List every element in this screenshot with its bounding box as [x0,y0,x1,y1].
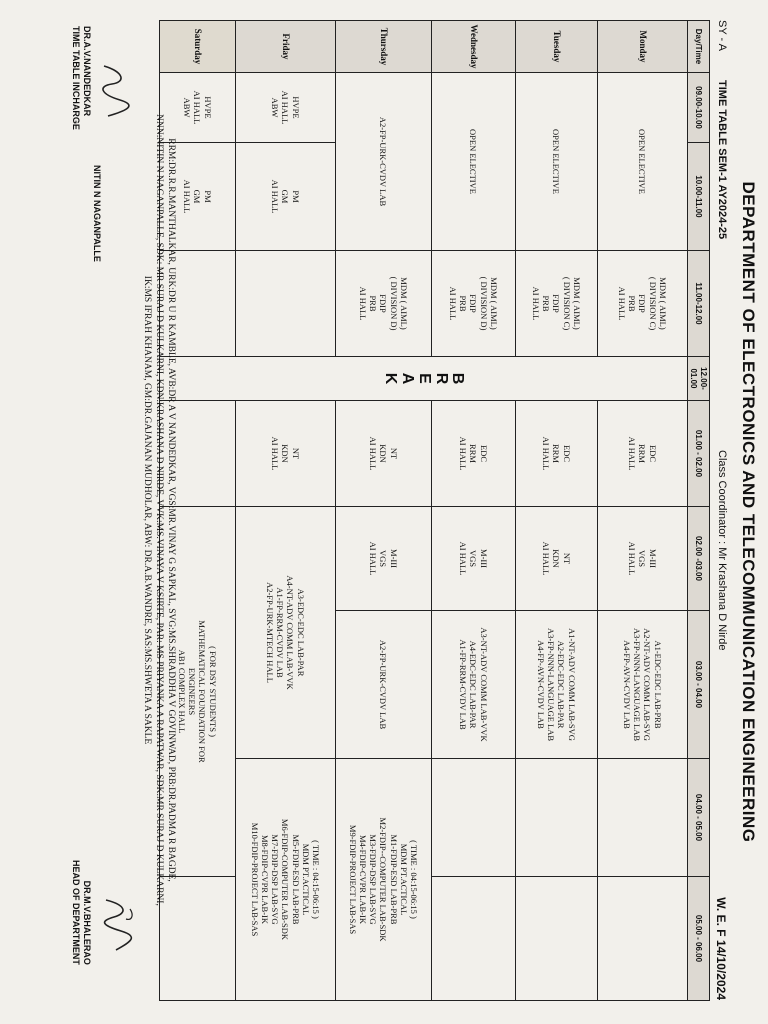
cell-line: A4-NT-ADV COMM LAB-VVK [285,575,296,690]
header-slot: 05.00 - 06.00 [687,877,709,1001]
cell-line: M1-FDIP-ESD LAB-PRB [388,834,399,925]
cell-line: KDN [551,549,562,568]
cell-line: MDM ( AIML) [398,277,409,330]
faculty-legend [140,20,176,1000]
cell-line: NT [561,552,572,565]
open-elective-cell: OPEN ELECTIVE [515,73,597,251]
lecture-cell [335,507,431,611]
header-slot: 12.00-01.00 [687,357,709,401]
lecture-cell [235,401,335,507]
cell-line: PRB [458,295,469,312]
day-label: Friday [235,21,335,73]
header-row [687,21,709,1001]
header-slot: 10.00-11.00 [687,143,709,251]
cell-line: A1-FP-RRM-CVDV LAB [275,587,286,678]
signature-left [70,26,93,130]
cell-line: VGS [468,549,479,567]
break-text: BREAK [382,372,467,385]
cell-line: AB1 COMPLEX HALL [177,649,188,734]
cell-line: M6-FDIP-COMPUTER LAB-SDK [280,818,291,941]
cell-line: M10-FDIP-PROJECT LAB-SAS [249,822,260,937]
cell-line: M5-FDIP-ESD LAB-PRB [290,834,301,925]
sig-line: TIME TABLE INCHARGE [70,26,81,130]
cell-line: VGS [378,549,389,567]
timetable-title: TIME TABLE SEM-1 AY2024-25 [716,80,728,240]
cell-line: GM [192,189,203,204]
cell-line: AI HALL [270,179,281,214]
cell-line: RRM [637,444,648,463]
lecture-cell [335,401,431,507]
legend-line: NNN:NITIN N NAGANPALLE, SDK: MR SURAJ D KULKARNI, KDN:KRASHANA D NIRDE, VVK:MS.VINAYA V KSIRTE, PAR: MS PRIYANKA A RAPATWAR, SDK:MR SURAJ D KULKARNI, [154,114,165,906]
day-label: Monday [597,21,687,73]
cell-line: AI HALL [280,90,291,125]
legend-line: IK:MS IFRAH KHANAM, GM:DR.GAJANAN MUDHOLAR, ABW: DR.A.B.WANDRE, SAS:MS.SHWETA A SAKLE [142,275,153,745]
timetable-grid [159,20,710,1001]
cell-line: RRM [468,444,479,463]
cell-line: AI HALL [627,436,638,471]
cell-line: MDM PT.ACTICAL [398,843,409,916]
cell-line: M8-FDIP-CVPR LAB-IK [260,834,271,925]
signature-mark [96,895,136,955]
cell-line: ( DIVISION C) [647,276,658,331]
cell-line: ABW [182,97,193,118]
cell-line: M-III [478,549,489,568]
lecture-cell [515,507,597,611]
day-label: Wednesday [431,21,515,73]
cell-line: ABW [270,97,281,118]
sig-line: HEAD OF DEPARTMENT [70,860,81,965]
lecture-cell [597,507,687,611]
cell-line: KDN [280,444,291,463]
cell-line: GM [280,189,291,204]
empty-cell [235,251,335,357]
lecture-cell [431,507,515,611]
division-label: SY - A [716,20,728,51]
cell-line: FDIP [551,294,562,313]
mdm-cell [431,251,515,357]
cell-line: A1-FP-RRM-CVDV LAB [458,639,469,730]
cell-line: ( TIME : 04:15-06:15 ) [310,840,321,919]
sig-line: DR.A.V.NANDEDKAR [82,26,92,117]
cell-line: MDM ( AIML) [571,277,582,330]
cell-line: ENGINEERS [187,667,198,716]
sig-line: DR.M.V.BHALERAO [82,880,92,965]
mdm-practical-cell [335,759,431,1001]
cell-line: AI HALL [541,541,552,576]
lab-cell [597,611,687,759]
mdm-cell [515,251,597,357]
row-wednesday [431,21,515,1001]
cell-line: EDC [647,445,658,462]
cell-line: AI HALL [458,541,469,576]
row-monday [597,21,687,1001]
empty-cell [597,759,687,877]
cell-line: A1-EDC-EDC LAB-PRB [652,640,663,729]
cell-line: PM [290,190,301,203]
cell-line: ( DIVISION D) [388,276,399,331]
cell-line: M3-FDIP-DSP LAB-SVG [368,834,379,925]
cell-line: MDM ( AIML) [657,277,668,330]
cell-line: RRM [551,444,562,463]
cell-line: A3-FP-NNN-LANGUAGE LAB [632,627,643,742]
sig-line: NITIN N NAGANPALLE [92,165,102,262]
header-slot: 01.00 - 02.00 [687,401,709,507]
row-friday [235,21,335,1001]
cell-line: NT [290,447,301,460]
cell-line: PRB [541,295,552,312]
cell-line: ( FOR DSY STUDENTS ) [207,646,218,737]
cell-line: AI HALL [448,286,459,321]
cell-line: A1-NT-ADV COMM LAB-SVG [566,628,577,741]
cell-line: KDN [378,444,389,463]
subheader-row [710,20,728,1000]
empty-cell [597,877,687,1001]
cell-line: AI HALL [182,179,193,214]
cell-line: A4-EDC-EDC LAB-PAR [468,640,479,729]
cell-line: A3-NT-ADV COMM LAB-VVK [478,627,489,742]
cell-line: ( DIVISION C) [561,276,572,331]
cell-line: EDC [478,445,489,462]
day-label: Saturday [159,21,235,73]
cell-line: NT [388,447,399,460]
header-slot: 03.00 - 04.00 [687,611,709,759]
cell-line: MATHEMATICAL FOUNDATION FOR [197,620,208,763]
cell-line: HVPE [202,96,213,119]
cell-line: A3-FP-NNN-LANGUAGE LAB [546,627,557,742]
cell-line: HVPE [290,96,301,119]
row-tuesday [515,21,597,1001]
lab-cell [235,507,335,759]
cell-line: FDIP [637,294,648,313]
day-label: Thursday [335,21,431,73]
cell-line: FDIP [378,294,389,313]
signature-right [70,860,93,965]
cell-line: M7-FDIP-DSP LAB-SVG [270,834,281,925]
cell-line: MDM PT.ACTICAL [300,843,311,916]
mdm-cell [597,251,687,357]
lecture-cell [431,401,515,507]
lab-cell [431,611,515,759]
lecture-cell [515,401,597,507]
lab-cell: A2-FP-URK-CVDV LAB [335,73,431,251]
cell-line: M4-FDIP-CVPR LAB-IK [358,834,369,925]
class-coordinator: Class Coordinator : Mr Krashana D Nirde [716,450,728,651]
cell-line: AI HALL [270,436,281,471]
cell-line: PM [202,190,213,203]
open-elective-cell: OPEN ELECTIVE [597,73,687,251]
cell-line: EDC [561,445,572,462]
legend-line: RRM:DR.R.R.MANTHALKAR, URK:DR U R KAMBLE, AVB:DR A V NANDEDKAR, VGS:MR.VINAY G SAPKAL, SVG:MS.SHRADDHA V GOVINWAD, PRB:DR.PADMA R BAGDE, [166,138,176,882]
cell-line: AI HALL [531,286,542,321]
empty-cell [515,759,597,877]
cell-line: M2-FDIP--COMPUTER LAB-SDK [378,817,389,942]
cell-line: AI HALL [368,436,379,471]
header-slot: 02.00 -03.00 [687,507,709,611]
cell-line: A2-NT-ADV COMM LAB-SVG [642,628,653,741]
cell-line: A4-FP-AVN-CVDV LAB [536,640,547,729]
cell-line: VGS [637,549,648,567]
lab-cell: A2-FP-URK-CVDV LAB [335,611,431,759]
break-cell [159,357,687,401]
cell-line: ( DIVISION D) [478,276,489,331]
empty-cell [515,877,597,1001]
cell-line: A3-EDC-EDC LAB-PAR [295,588,306,677]
lecture-cell [235,143,335,251]
signature-middle [91,165,102,262]
cell-line: AI HALL [627,541,638,576]
lecture-cell [235,73,335,143]
cell-line: PRB [627,295,638,312]
cell-line: M-III [388,549,399,568]
cell-line: M-III [647,549,658,568]
header-slot: 04.00 - 05.00 [687,759,709,877]
cell-line: A2-EDC-EDC LAB-PAR [556,640,567,729]
cell-line: A2-FP-URK-MTECH HALL [265,582,276,683]
effective-date: W. E. F 14/10/2024 [714,897,728,1000]
header-slot: 11.00-12.00 [687,251,709,357]
mdm-practical-cell [235,759,335,1001]
signature-mark [96,60,132,120]
cell-line: PRB [368,295,379,312]
row-thursday [335,21,431,1001]
cell-line: AI HALL [541,436,552,471]
cell-line: A4-FP-AVN-CVDV LAB [622,640,633,729]
cell-line: ( TIME : 04:15-06:15 ) [408,840,419,919]
cell-line: FDIP [468,294,479,313]
lecture-cell [597,401,687,507]
cell-line: M9-FDIP-PROJECT LAB-SAS [347,824,358,935]
cell-line: AI HALL [368,541,379,576]
cell-line: AI HALL [192,90,203,125]
cell-line: MDM ( AIML) [488,277,499,330]
department-title: DEPARTMENT OF ELECTRONICS AND TELECOMMUNICATION ENGINEERING [739,181,758,843]
open-elective-cell: OPEN ELECTIVE [431,73,515,251]
cell-line: AI HALL [358,286,369,321]
cell-line: AI HALL [458,436,469,471]
lab-cell [515,611,597,759]
cell-line: AI HALL [617,286,628,321]
empty-cell [431,759,515,877]
header-day-time: Day/Time [687,21,709,73]
mdm-cell [335,251,431,357]
empty-cell [431,877,515,1001]
header-slot: 09.00-10.00 [687,73,709,143]
day-label: Tuesday [515,21,597,73]
